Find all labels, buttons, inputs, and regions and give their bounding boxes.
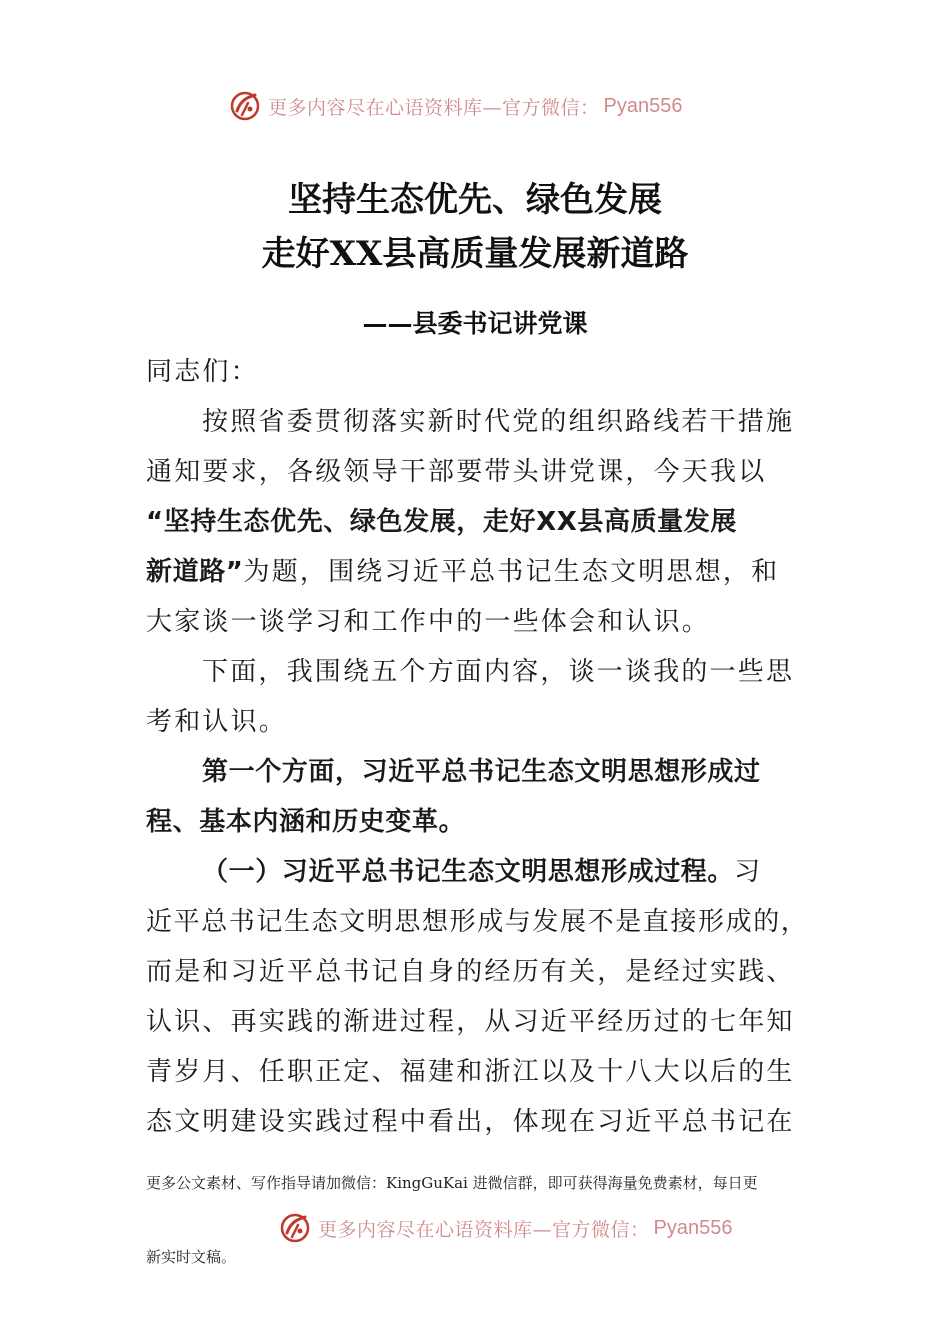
document-title-line-1: 坚持生态优先、绿色发展 [288, 180, 662, 220]
paragraph-1-line-3: “坚持生态优先、绿色发展，走好XX县高质量发展 [146, 507, 737, 537]
paragraph-1-line-2: 通知要求，各级领导干部要带头讲党课，今天我以 [146, 457, 767, 487]
watermark-text: 更多内容尽在心语资料库—官方微信： [268, 96, 600, 119]
paragraph-1-topic-end: 新道路” [146, 557, 244, 587]
greeting: 同志们： [146, 357, 259, 387]
section-heading-line-2: 程、基本内涵和历史变革。 [146, 807, 466, 837]
subsection-1-line-6: 态文明建设实践过程中看出，体现在习近平总书记在 [146, 1107, 795, 1137]
paragraph-1-line-4-text: 为题，围绕习近平总书记生态文明思想，和 [243, 557, 780, 587]
subsection-1-line-1-text: 习 [734, 857, 763, 887]
subsection-1-line-3: 而是和习近平总书记自身的经历有关，是经过实践、 [146, 957, 795, 987]
watermark-text: 更多内容尽在心语资料库—官方微信： [318, 1218, 650, 1241]
paragraph-1-line-4 [146, 554, 806, 590]
subsection-1-line-4: 认识、再实践的渐进过程，从习近平经历过的七年知 [146, 1007, 795, 1037]
brand-logo-icon [278, 1211, 312, 1245]
watermark-banner-bottom [278, 1208, 798, 1248]
footer-note-line-2: 新实时文稿。 [146, 1248, 237, 1266]
brand-logo-icon [228, 89, 262, 123]
paragraph-2-line-1: 下面，我围绕五个方面内容，谈一谈我的一些思 [202, 657, 795, 687]
footer-note-line-1: 更多公文素材、写作指导请加微信：KingGuKai 进微信群，即可获得海量免费素材，每日更 [146, 1174, 758, 1192]
paragraph-2-line-2: 考和认识。 [146, 707, 288, 737]
document-title-line-2: 走好XX县高质量发展新道路 [261, 234, 689, 274]
subsection-1-line-1 [146, 854, 806, 890]
watermark-wechat-id: Pyan556 [653, 1216, 733, 1239]
paragraph-1-line-5: 大家谈一谈学习和工作中的一些体会和认识。 [146, 607, 711, 637]
watermark-wechat-id: Pyan556 [603, 94, 683, 117]
subsection-1-line-5: 青岁月、任职正定、福建和浙江以及十八大以后的生 [146, 1057, 795, 1087]
document-subtitle: ——县委书记讲党课 [362, 309, 588, 338]
watermark-banner-top [228, 86, 748, 126]
subsection-1-line-2: 近平总书记生态文明思想形成与发展不是直接形成的， [146, 907, 809, 937]
paragraph-1-line-1: 按照省委贯彻落实新时代党的组织路线若干措施 [202, 407, 795, 437]
section-heading-line-1: 第一个方面，习近平总书记生态文明思想形成过 [202, 757, 761, 787]
subsection-1-heading: （一）习近平总书记生态文明思想形成过程。 [202, 857, 735, 887]
